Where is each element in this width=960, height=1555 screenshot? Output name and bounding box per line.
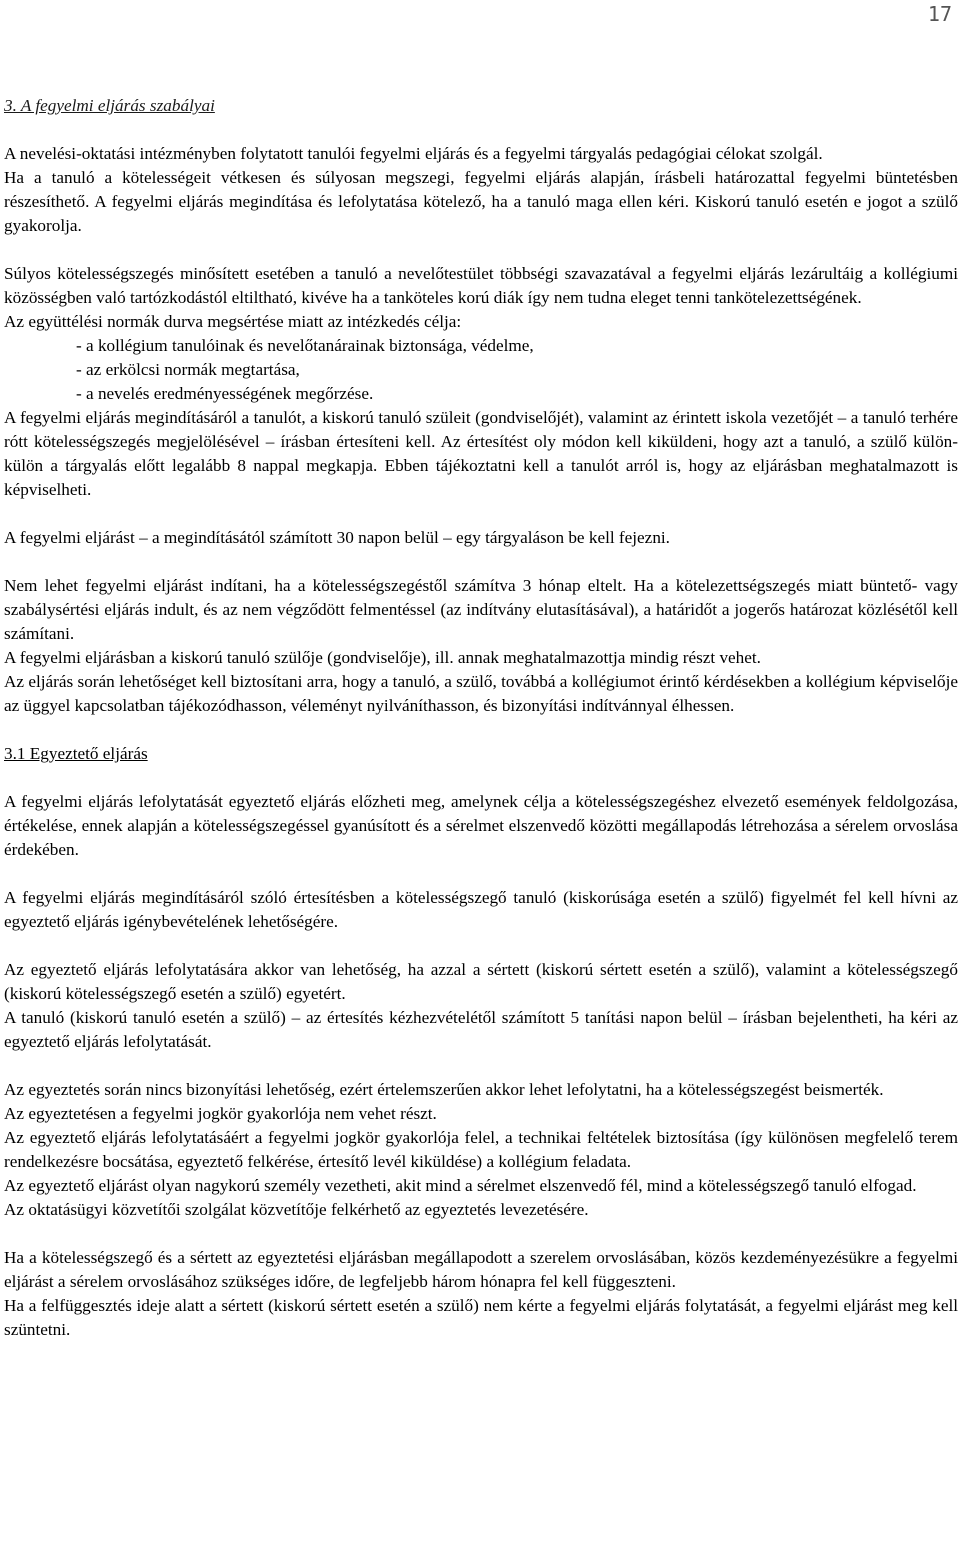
list-item: - az erkölcsi normák megtartása, [76, 360, 300, 379]
paragraph: Nem lehet fegyelmi eljárást indítani, ha a kötelességszegéstől számítva 3 hónap eltelt. Ha a kötelezettségszegés miatt büntető- vagy szabálysértési eljárás indult, és az nem végződött felmentéssel (az indítvány elutasításával), a határidőt a jogerős határozat közlésétől kell számítani. [4, 576, 958, 643]
paragraph-group [4, 1246, 958, 1342]
paragraph: Az együttélési normák durva megsértése miatt az intézkedés célja: [4, 312, 462, 331]
paragraph: Ha a kötelességszegő és a sértett az egyeztetési eljárásban megállapodott a szerelem orvoslásában, közös kezdeményezésükre a fegyelmi eljárást a sérelem orvoslásához szükséges időre, de legfeljebb három hónapra fel kell függeszteni. [4, 1248, 958, 1291]
paragraph: Ha a felfüggesztés ideje alatt a sértett (kiskorú sértett esetén a szülő) nem kérte a fegyelmi eljárás folytatását, a fegyelmi eljárást meg kell szüntetni. [4, 1296, 958, 1339]
procedure-paragraphs [4, 406, 958, 718]
paragraph: A fegyelmi eljárás megindításáról a tanulót, a kiskorú tanuló szüleit (gondviselőjét), valamint az érintett iskola vezetőjét – a tanuló terhére rótt kötelességszegés megjelölésével – írásban értesíteni kell. Az értesítést oly módon kell kiküldeni, hogy azt a tanuló, a szülő külön-külön a tárgyalás előtt legalább 8 nappal megkapja. Ebben tájékoztatni kell a tanulót arról is, hogy az eljárásban meghatalmazott is képviselheti. [4, 408, 958, 499]
paragraph: Ha a tanuló a kötelességeit vétkesen és súlyosan megszegi, fegyelmi eljárás alapján, írásbeli határozattal fegyelmi büntetésben részesíthető. A fegyelmi eljárás megindítása és lefolytatása kötelező, ha a tanuló maga ellen kéri. Kiskorú tanuló esetén e jogot a szülő gyakorolja. [4, 168, 958, 235]
paragraph-group [4, 142, 958, 238]
subsection-title: 3.1 Egyeztető eljárás [4, 744, 148, 763]
paragraph-group [4, 1078, 958, 1222]
paragraph-group [4, 262, 958, 334]
paragraph: Az oktatásügyi közvetítői szolgálat közvetítője felkérhető az egyeztetés levezetésére. [4, 1200, 589, 1219]
page-number: 17 [927, 2, 952, 26]
paragraph: Az eljárás során lehetőséget kell biztosítani arra, hogy a tanuló, a szülő, továbbá a kollégiumot érintő kérdésekben a kollégium képviselője az üggyel kapcsolatban tájékozódhasson, véleményt nyilváníthasson, és bizonyítási indítvánnyal élhessen. [4, 672, 958, 715]
list-item: - a kollégium tanulóinak és nevelőtanárainak biztonsága, védelme, [76, 336, 534, 355]
paragraph: A tanuló (kiskorú tanuló esetén a szülő) – az értesítés kézhezvételétől számított 5 tanítási napon belül – írásban bejelentheti, ha kéri az egyeztető eljárás lefolytatását. [4, 1008, 958, 1051]
paragraph: A fegyelmi eljárás lefolytatását egyeztető eljárás előzheti meg, amelynek célja a kötelességszegéshez elvezető események feldolgozása, értékelése, ennek alapján a kötelességszegéssel gyanúsított és a sérelmet elszenvedő közötti megállapodás létrehozása a sérelem orvoslása érdekében. [4, 792, 958, 859]
paragraph-group [4, 574, 958, 718]
paragraph: Az egyeztetésen a fegyelmi jogkör gyakorlója nem vehet részt. [4, 1104, 437, 1123]
paragraph: Az egyeztetés során nincs bizonyítási lehetőség, ezért értelemszerűen akkor lehet lefolytatni, ha a kötelességszegést beismerték. [4, 1080, 884, 1099]
paragraph: A fegyelmi eljárásban a kiskorú tanuló szülője (gondviselője), ill. annak meghatalmazottja mindig részt vehet. [4, 648, 761, 667]
document-body [4, 94, 958, 1342]
paragraph-group [4, 958, 958, 1054]
paragraph-group [4, 790, 958, 862]
paragraph-group [4, 886, 958, 934]
paragraph: A fegyelmi eljárást – a megindításától számított 30 napon belül – egy tárgyaláson be kell fejezni. [4, 528, 670, 547]
paragraph: A fegyelmi eljárás megindításáról szóló értesítésben a kötelességszegő tanuló (kiskorúsága esetén a szülő) figyelmét fel kell hívni az egyeztető eljárás igénybevételének lehetőségére. [4, 888, 958, 931]
paragraph-group [4, 406, 958, 502]
paragraph: A nevelési-oktatási intézményben folytatott tanulói fegyelmi eljárás és a fegyelmi tárgyalás pedagógiai célokat szolgál. [4, 144, 823, 163]
paragraph-group [4, 526, 958, 550]
section-title: 3. A fegyelmi eljárás szabályai [4, 96, 215, 115]
paragraph: Az egyeztető eljárás lefolytatására akkor van lehetőség, ha azzal a sértett (kiskorú sértett esetén a szülő), valamint a kötelességszegő (kiskorú kötelességszegő esetén a szülő) egyetért. [4, 960, 958, 1003]
paragraph: Az egyeztető eljárás lefolytatásáért a fegyelmi jogkör gyakorlója felel, a technikai feltételek biztosítása (így különösen megfelelő terem rendelkezésre bocsátása, egyeztető felkérése, értesítő levél kiküldése) a kollégium feladata. [4, 1128, 958, 1171]
section-paragraphs [4, 142, 958, 334]
goal-list [4, 334, 958, 406]
list-item: - a nevelés eredményességének megőrzése. [76, 384, 374, 403]
paragraph: Súlyos kötelességszegés minősített esetében a tanuló a nevelőtestület többségi szavazatával a fegyelmi eljárás lezárultáig a kollégiumi közösségben való tartózkodástól eltiltható, kivéve ha a tanköteles korú diák így nem tudna eleget tenni tankötelezettségének. [4, 264, 958, 307]
mediation-paragraphs [4, 790, 958, 1342]
paragraph: Az egyeztető eljárást olyan nagykorú személy vezetheti, akit mind a sérelmet elszenvedő fél, mind a kötelességszegő tanuló elfogad. [4, 1176, 917, 1195]
